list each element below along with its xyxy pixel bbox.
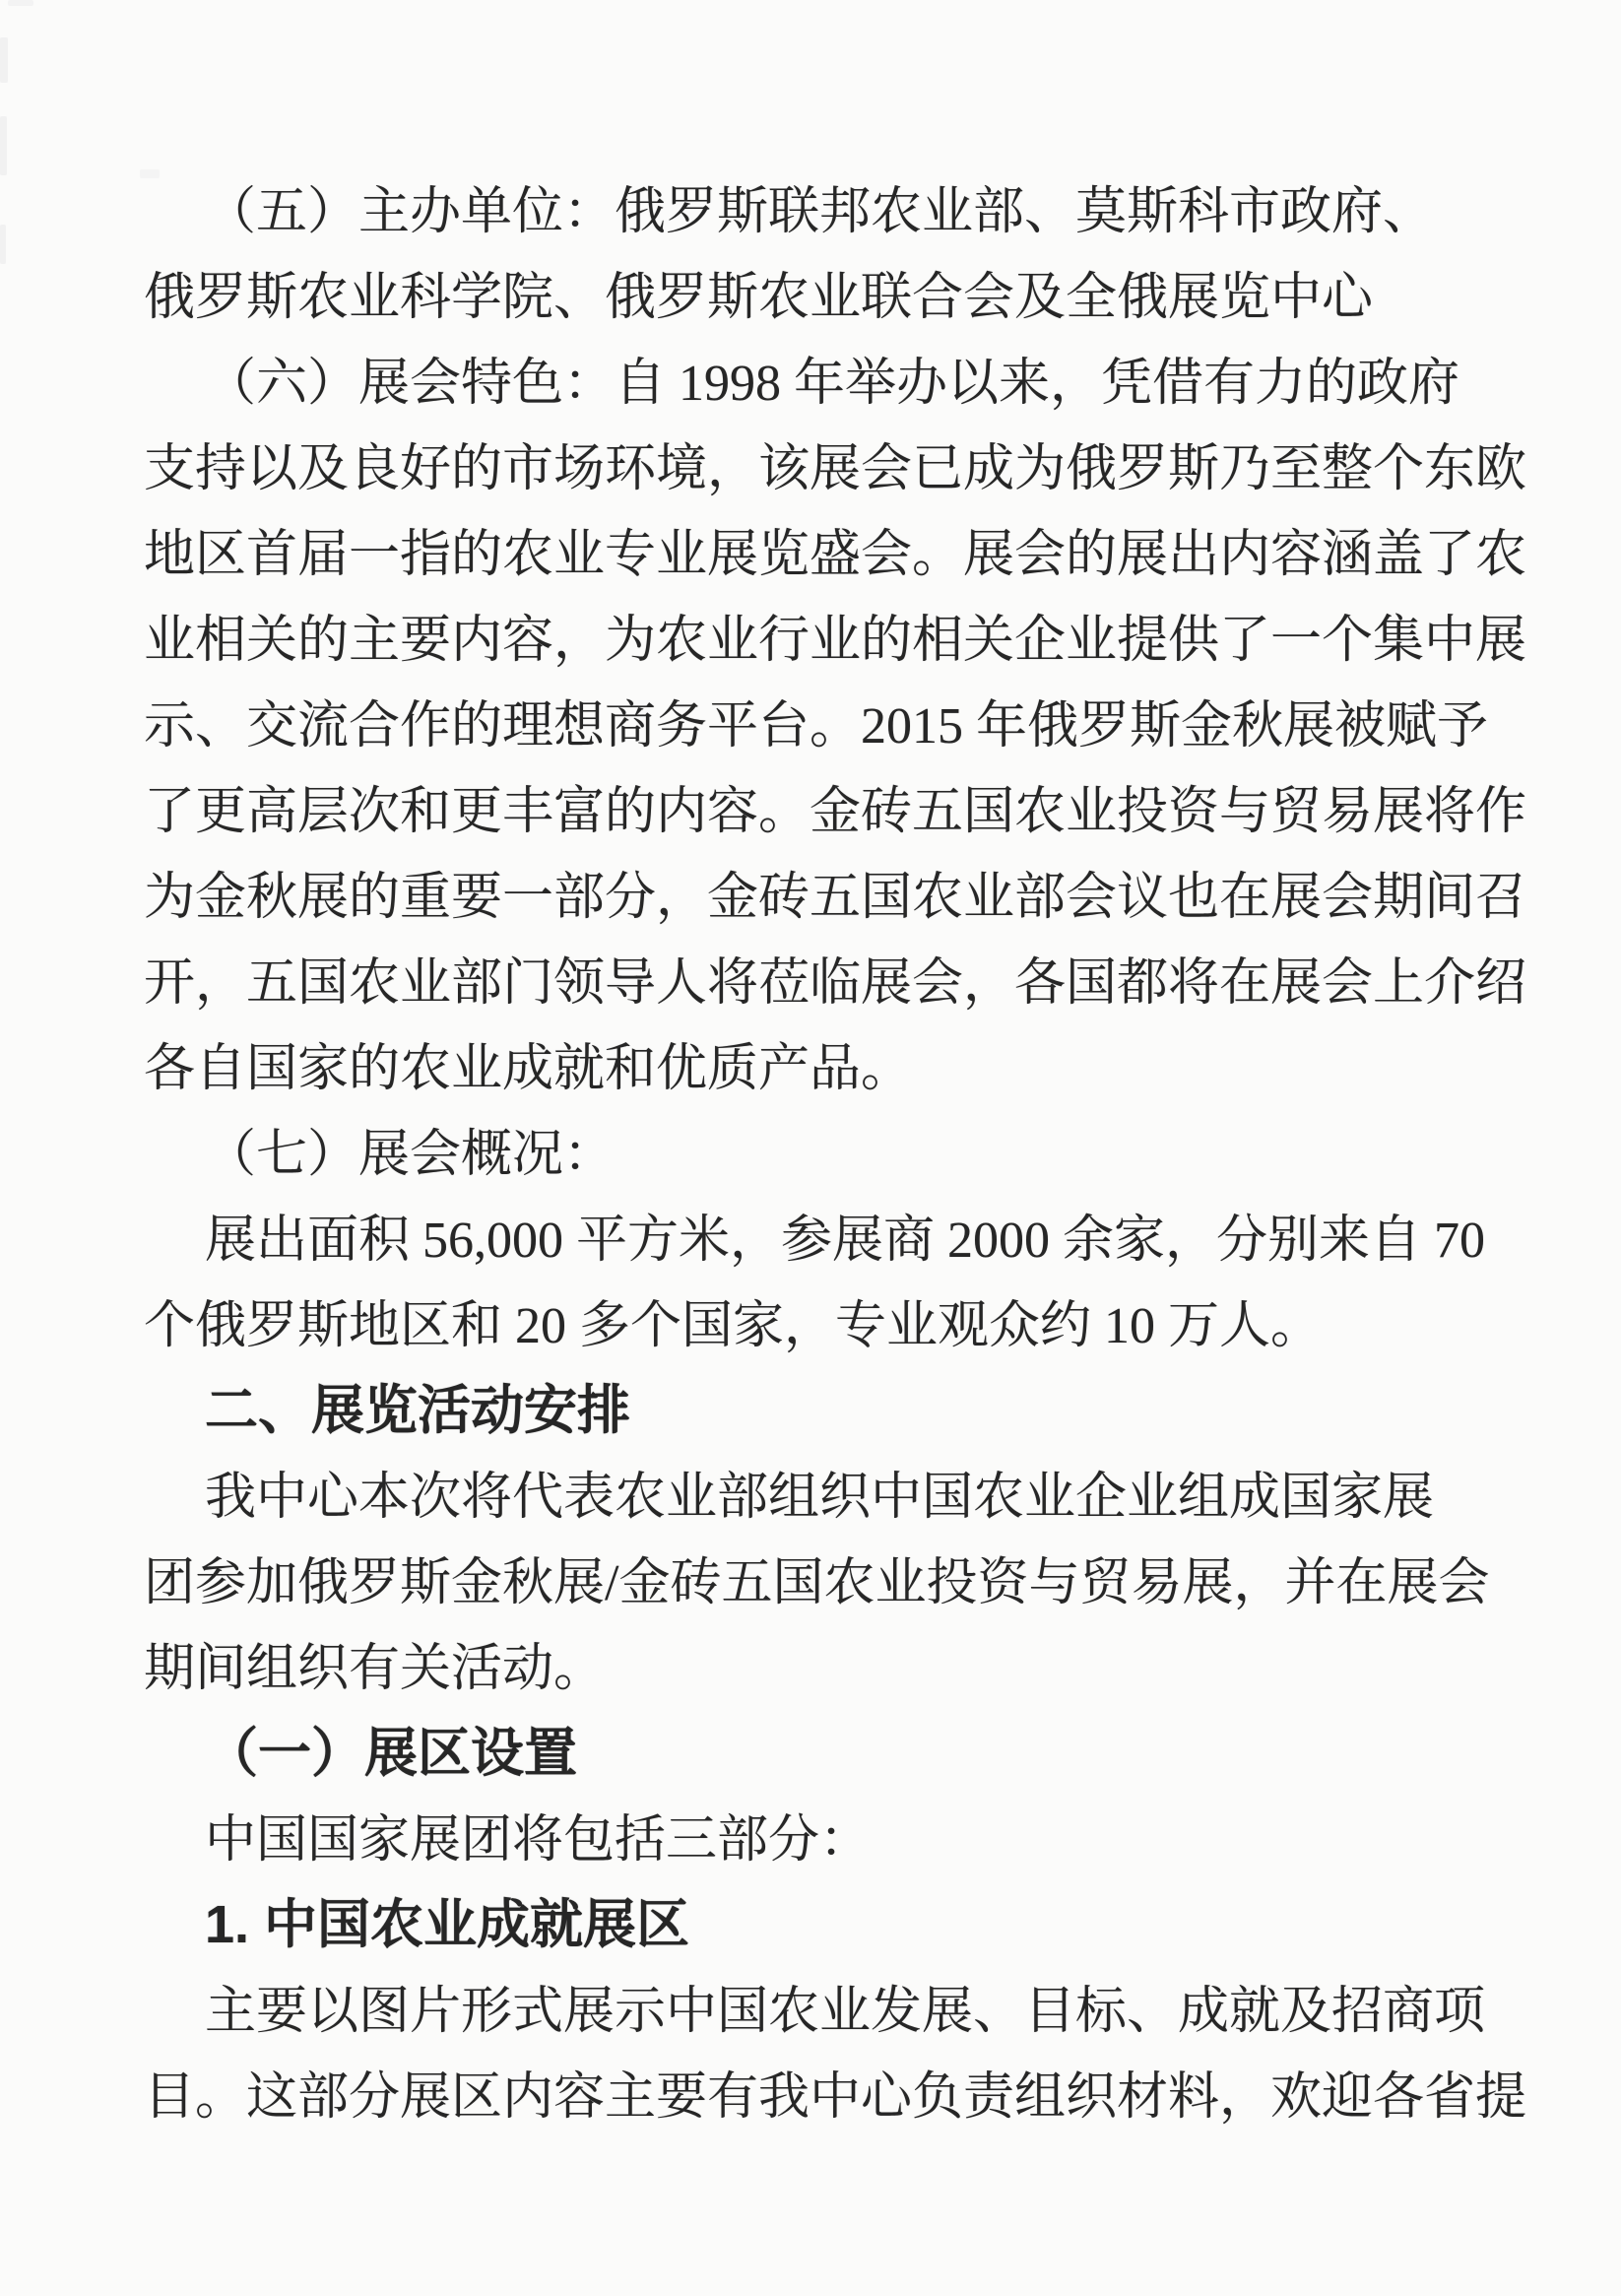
section-heading-activities: 二、展览活动安排 [205,1381,630,1440]
text-line-features-6: 了更高层次和更丰富的内容。金砖五国农业投资与贸易展将作 [144,784,1527,840]
text-line-activities-3: 期间组织有关活动。 [144,1641,606,1697]
text-line-organizer-cont: 俄罗斯农业科学院、俄罗斯农业联合会及全俄展览中心 [144,270,1374,326]
text-line-features-7: 为金秋展的重要一部分，金砖五国农业部会议也在展会期间召 [144,870,1527,926]
text-line-organizer-heading: （五）主办单位：俄罗斯联邦农业部、莫斯科市政府、 [205,184,1435,240]
text-line-features-8: 开，五国农业部门领导人将莅临展会，各国都将在展会上介绍 [144,955,1527,1012]
text-line-zone1-desc-2: 目。这部分展区内容主要有我中心负责组织材料，欢迎各省提 [144,2069,1527,2126]
scan-artifact [0,37,8,83]
text-line-overview-stats-1: 展出面积 56,000 平方米，参展商 2000 余家，分别来自 70 [205,1213,1486,1269]
scan-artifact [8,0,33,6]
text-line-activities-2: 团参加俄罗斯金秋展/金砖五国农业投资与贸易展，并在展会 [144,1555,1490,1611]
text-line-zones-intro: 中国国家展团将包括三部分： [205,1812,872,1869]
text-line-features-4: 业相关的主要内容，为农业行业的相关企业提供了一个集中展 [144,613,1527,669]
text-line-features-5: 示、交流合作的理想商务平台。2015 年俄罗斯金秋展被赋予 [144,698,1489,754]
text-line-activities-1: 我中心本次将代表农业部组织中国农业企业组成国家展 [205,1470,1435,1526]
scan-artifact [0,225,6,264]
scan-artifact [0,116,7,175]
text-line-features-3: 地区首届一指的农业专业展览盛会。展会的展出内容涵盖了农 [144,527,1527,583]
text-line-zone1-desc-1: 主要以图片形式展示中国农业发展、目标、成就及招商项 [205,1984,1486,2040]
text-line-features-2: 支持以及良好的市场环境，该展会已成为俄罗斯乃至整个东欧 [144,441,1527,497]
text-line-overview-stats-2: 个俄罗斯地区和 20 多个国家，专业观众约 10 万人。 [144,1298,1323,1354]
text-line-features-heading: （六）展会特色：自 1998 年举办以来，凭借有力的政府 [205,356,1460,412]
subsection-heading-zone1: 1. 中国农业成就展区 [205,1895,690,1954]
text-line-overview-heading: （七）展会概况： [205,1127,616,1183]
subsection-heading-zones: （一）展区设置 [205,1724,577,1783]
document-body [144,164,1527,2134]
text-line-features-9: 各自国家的农业成就和优质产品。 [144,1041,913,1097]
